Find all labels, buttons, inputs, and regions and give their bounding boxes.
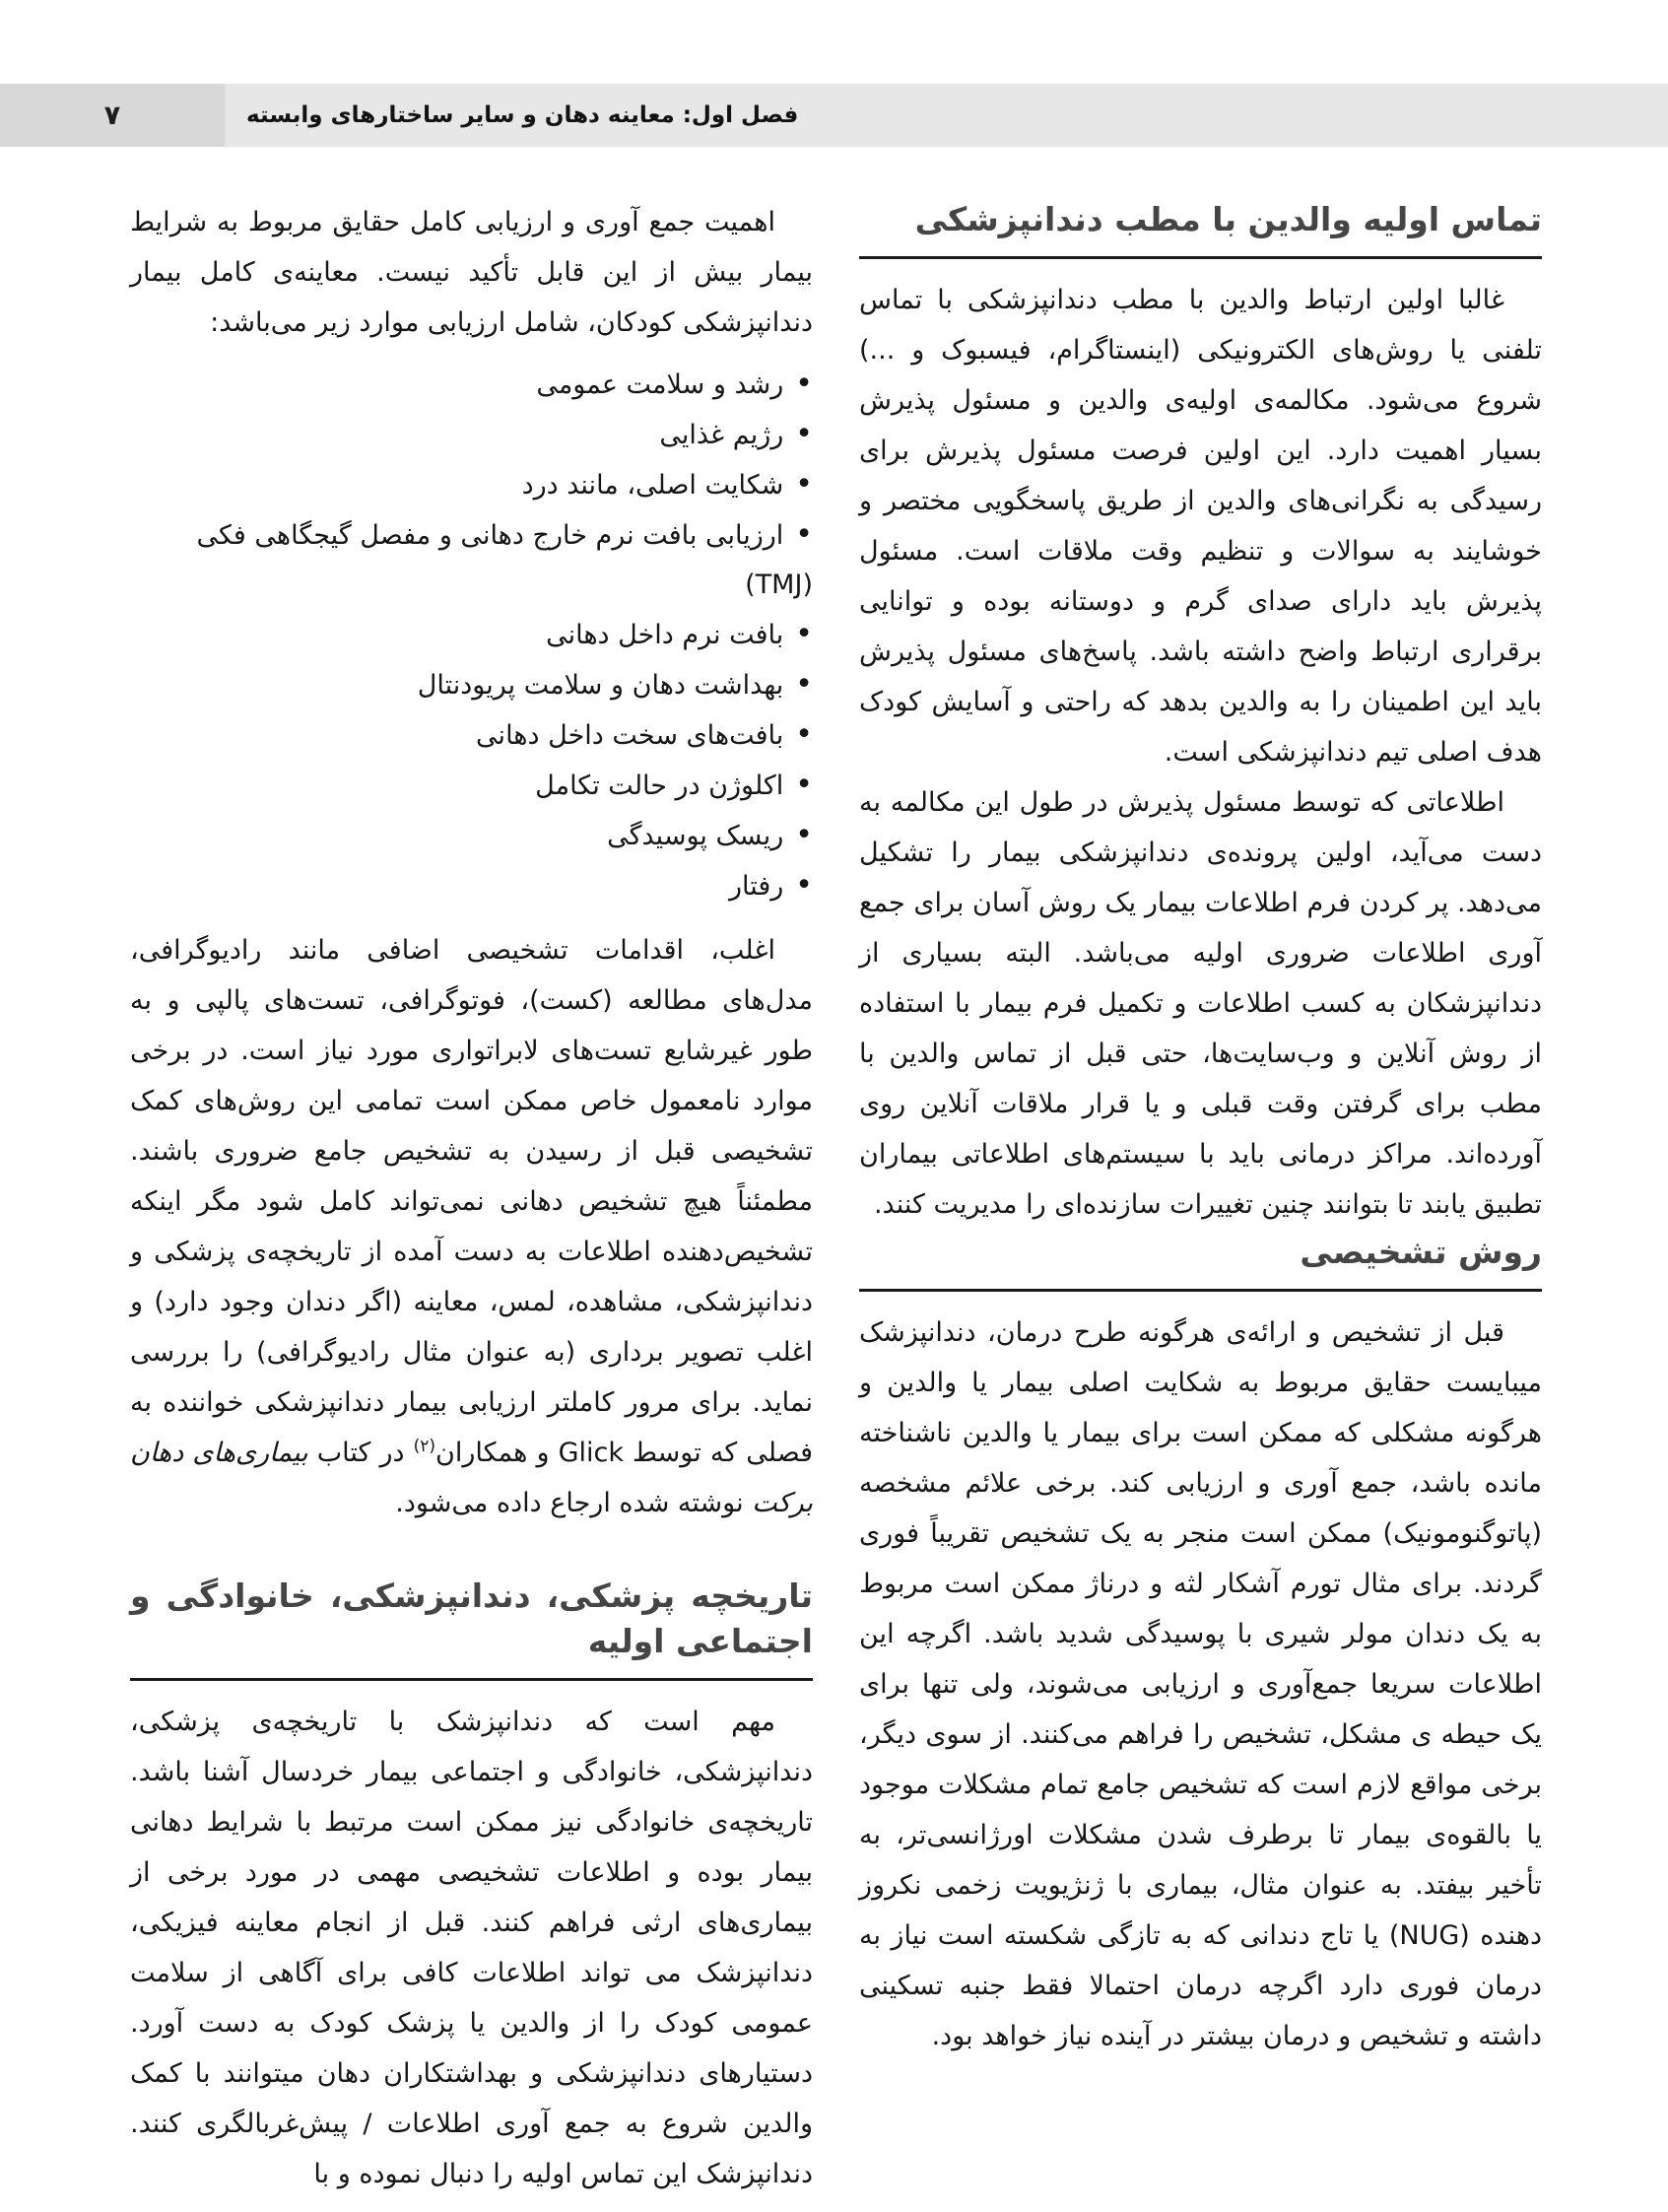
checklist-item-growth-health: • رشد و سلامت عمومی [130, 360, 813, 410]
book-title-burkets-oral-disease: بیماری‌های دهان برکت [130, 1438, 813, 1518]
book-reference-tail: نوشته شده ارجاع داده می‌شود. [395, 1488, 753, 1518]
additional-diagnostics-text: اغلب، اقدامات تشخیصی اضافی مانند رادیوگرافی، مدل‌های مطالعه (کست)، فوتوگرافی، تست‌های پالپی و به طور غیرشایع تست‌های لابراتواری مورد نیاز است. در برخی موارد نامعمول خاص ممکن است تمامی این روش‌های کمک تشخیصی قبل از رسیدن به تشخیص جامع ضروری باشند. مطمئناً هیچ تشخیص دهانی نمی‌تواند کامل شود مگر اینکه تشخیص‌دهنده اطلاعات به دست آمده از تاریخچه‌ی پزشکی و دندانپزشکی، مشاهده، لمس، معاینه (اگر دندان وجود دارد) و اغلب تصویر برداری (به عنوان مثال رادیوگرافی) را بررسی نماید. برای مرور کاملتر ارزیابی بیمار دندانپزشکی خواننده به فصلی که توسط Glick و همکاران [130, 935, 814, 1468]
reference-marker-2: (۲) [413, 1437, 436, 1456]
paragraph-preliminary-history: مهم است که دندانپزشک با تاریخچه‌ی پزشکی، دندانپزشکی، خانوادگی و اجتماعی بیمار خردسال آشنا باشد. تاریخچه‌ی خانوادگی نیز ممکن است مرتبط با شرایط دهانی بیمار بوده و اطلاعات تشخیصی مهمی در مورد برخی از بیماری‌های ارثی فراهم کنند. قبل از انجام معاینه فیزیکی، دندانپزشک می تواند اطلاعات کافی برای آگاهی از سلامت عمومی کودک را از والدین یا پزشک کودک به دست آورد. دستیارهای دندانپزشکی و بهداشتکاران دهان میتوانند با کمک والدین شروع به جمع آوری اطلاعات / پیش‌غربالگری کنند. دندانپزشک این تماس اولیه را دنبال نموده و با [130, 1707, 813, 2189]
checklist-item-diet: • رژیم غذایی [130, 410, 813, 460]
paragraph-additional-diagnostics [130, 925, 813, 1528]
paragraph-importance-of-history: اهمیت جمع آوری و ارزیابی کامل حقایق مربوط به شرایط بیمار بیش از این قابل تأکید نیست. معاینه‌ی کامل بیمار دندانپزشکی کودکان، شامل ارزیابی موارد زیر می‌باشد: [130, 207, 813, 338]
checklist-item-intraoral-hard-tissue: • بافت‌های سخت داخل دهانی [130, 710, 813, 761]
page-header-bar [0, 84, 1668, 147]
checklist-item-extraoral-tmj: • ارزیابی بافت نرم خارج دهانی و مفصل گیجگاهی فکی (TMJ) [130, 510, 813, 610]
checklist-item-developing-occlusion: • اکلوژن در حالت تکامل [130, 761, 813, 811]
page-number: ۷ [103, 100, 121, 131]
column-left [130, 197, 813, 2199]
checklist-item-behavior: • رفتار [130, 861, 813, 911]
book-reference-lead: در کتاب [307, 1438, 414, 1468]
checklist-item-intraoral-soft-tissue: • بافت نرم داخل دهانی [130, 610, 813, 660]
heading-preliminary-history: تاریخچه پزشکی، دندانپزشکی، خانوادگی و اجتماعی اولیه [130, 1574, 813, 1681]
paragraph-parent-contact-1: غالبا اولین ارتباط والدین با مطب دندانپزشکی با تماس تلفنی یا روش‌های الکترونیکی (اینستاگرام، فیسبوک و ...) شروع می‌شود. مکالمه‌ی اولیه‌ی والدین و مسئول پذیرش بسیار اهمیت دارد. این اولین فرصت مسئول پذیرش برای رسیدگی به نگرانی‌های والدین از طریق پاسخگویی مختصر و خوشایند به سوالات و تنظیم وقت ملاقات است. مسئول پذیرش باید دارای صدای گرم و دوستانه بوده و توانایی برقراری ارتباط واضح داشته باشد. پاسخ‌های مسئول پذیرش باید این اطمینان را به والدین بدهد که راحتی و آسایش کودک هدف اصلی تیم دندانپزشکی است. [859, 285, 1542, 768]
heading-diagnostic-method: روش تشخیصی [859, 1230, 1542, 1292]
checklist-item-oral-hygiene-perio: • بهداشت دهان و سلامت پریودنتال [130, 660, 813, 710]
page-content [130, 197, 1542, 2199]
paragraph-parent-contact-2: اطلاعاتی که توسط مسئول پذیرش در طول این مکالمه به دست می‌آید، اولین پرونده‌ی دندانپزشکی بیمار را تشکیل می‌دهد. پر کردن فرم اطلاعات بیمار یک روش آسان برای جمع آوری اطلاعات ضروری اولیه می‌باشد. البته بسیاری از دندانپزشکان به کسب اطلاعات و تکمیل فرم بیمار با استفاده از روش آنلاین و وب‌سایت‌ها، حتی قبل از تماس والدین با مطب برای گرفتن وقت قبلی و یا قرار ملاقات آنلاین روی آورده‌اند. مراکز درمانی باید با سیستم‌های اطلاعاتی بیماران تطبیق یابند تا بتوانند چنین تغییرات سازنده‌ای را مدیریت کنند. [859, 787, 1542, 1220]
examination-checklist [130, 360, 813, 911]
chapter-header-title: فصل اول: معاینه دهان و سایر ساختارهای وابسته [246, 102, 799, 128]
checklist-item-caries-risk: • ریسک پوسیدگی [130, 811, 813, 861]
paragraph-diagnostic-method: قبل از تشخیص و ارائه‌ی هرگونه طرح درمان، دندانپزشک میبایست حقایق مربوط به شکایت اصلی بیمار یا والدین و هرگونه مشکلی که ممکن است برای بیمار یا والدین ناشناخته مانده باشد، جمع آوری و ارزیابی کند. برخی علائم مشخصه (پاتوگنومونیک) ممکن است منجر به یک تشخیص تقریباً فوری گردند. برای مثال تورم آشکار لثه و درناژ ممکن است مربوط به یک دندان مولر شیری با پوسیدگی شدید باشد. اگرچه این اطلاعات سریعا جمع‌آوری و ارزیابی می‌شوند، ولی تنها برای یک حیطه ی مشکل، تشخیص را فراهم می‌کنند. از سوی دیگر، برخی مواقع لازم است که تشخیص جامع تمام مشکلات موجود یا بالقوه‌ی بیمار تا برطرف شدن مشکلات اورژانسی‌تر، به تأخیر بیفتد. به عنوان مثال، بیماری با ژنژیویت زخمی نکروز دهنده (NUG) یا تاج دندانی که به تازگی شکسته است نیاز به درمان فوری دارد اگرچه درمان احتمالا فقط جنبه تسکینی داشته و تشخیص و درمان بیشتر در آینده نیاز خواهد بود. [859, 1317, 1543, 2051]
heading-initial-parent-contact: تماس اولیه والدین با مطب دندانپزشکی [859, 197, 1542, 259]
checklist-item-chief-complaint: • شکایت اصلی، مانند درد [130, 460, 813, 510]
page-number-box [0, 84, 225, 147]
column-right [859, 197, 1542, 2199]
